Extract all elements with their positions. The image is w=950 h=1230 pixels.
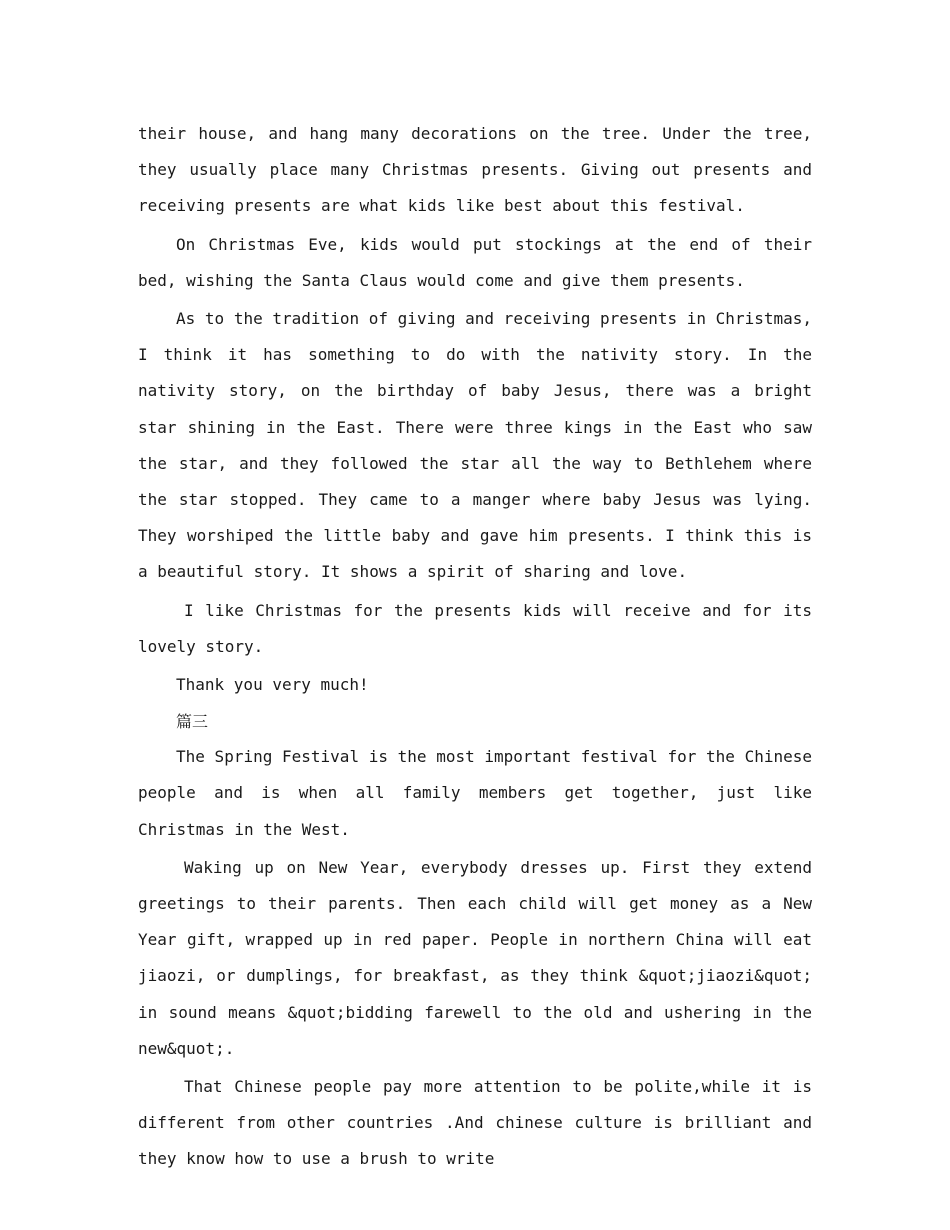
paragraph-nativity-story: As to the tradition of giving and receiving presents in Christmas, I think it has something to do with the nativity story. In the nativity story, on the birthday of baby Jesus, there was a bright star shining in the East. There were three kings in the East who saw the star, and they followed the star all the way to Bethlehem where the star stopped. They came to a manger where baby Jesus was lying. They worshiped the little baby and gave him presents. I think this is a beautiful story. It shows a spirit of sharing and love. <box>138 309 812 582</box>
paragraph-spring-festival: The Spring Festival is the most important festival for the Chinese people and is when all family members get together, just like Christmas in the West. <box>138 747 812 839</box>
paragraph-christmas-tree: their house, and hang many decorations on the tree. Under the tree, they usually place many Christmas presents. Giving out presents and receiving presents are what kids like best about this festival. <box>138 124 812 216</box>
paragraph-like-christmas: I like Christmas for the presents kids will receive and for its lovely story. <box>138 600 812 656</box>
section-heading: 篇三 <box>176 712 209 732</box>
paragraph-new-year: Waking up on New Year, everybody dresses up. First they extend greetings to their parents. Then each child will get money as a New Year gift, wrapped up in red paper. People in northern China will eat jiaozi, or dumplings, for breakfast, as they think &quot;jiaozi&quot; in sound means &quot;bidding farewell to the old and ushering in the new&quot;. <box>138 857 812 1058</box>
paragraph-christmas-eve: On Christmas Eve, kids would put stockings at the end of their bed, wishing the Santa Claus would come and give them presents. <box>138 234 812 290</box>
paragraph-chinese-culture: That Chinese people pay more attention to be polite,while it is different from other countries .And chinese culture is brilliant and they know how to use a brush to write <box>138 1077 812 1169</box>
document-body <box>138 116 812 1180</box>
paragraph-thank-you: Thank you very much! <box>176 675 369 695</box>
